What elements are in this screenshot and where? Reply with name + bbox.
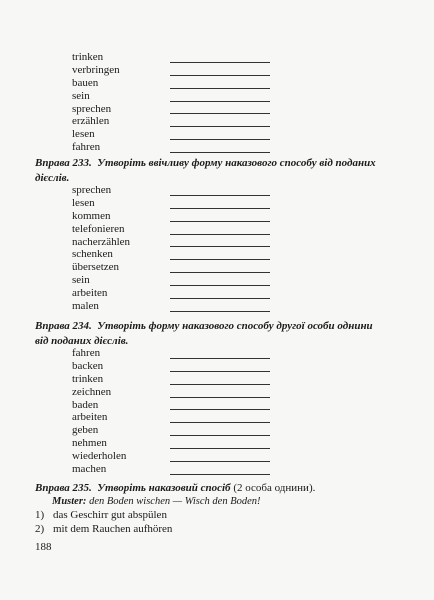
answer-line[interactable] (170, 422, 270, 423)
exercise-234 (35, 319, 385, 348)
verb-word: baden (72, 398, 99, 411)
answer-line[interactable] (170, 221, 270, 222)
answer-line[interactable] (170, 474, 270, 475)
answer-line[interactable] (170, 75, 270, 76)
answer-line[interactable] (170, 272, 270, 273)
verb-row (72, 210, 130, 223)
verb-row (72, 424, 126, 437)
verb-row (72, 51, 120, 64)
verb-word: lesen (72, 128, 95, 141)
answer-line[interactable] (170, 139, 270, 140)
verb-word: sein (72, 274, 90, 287)
verb-word: übersetzen (72, 261, 120, 274)
answer-line[interactable] (170, 461, 270, 462)
exercise-instruction: Утворіть форму наказового способу другої особи однини від поданих дієслів. (35, 320, 373, 347)
verb-row (72, 287, 130, 300)
verb-word: schenken (72, 248, 113, 261)
muster-label: Muster: (52, 496, 87, 507)
verb-row (72, 347, 126, 360)
verb-word: malen (72, 300, 99, 313)
answer-line[interactable] (170, 259, 270, 260)
verb-row (72, 360, 126, 373)
answer-line[interactable] (170, 62, 270, 63)
exercise-instruction: Утворіть наказовий спосіб (97, 482, 231, 494)
verb-word: trinken (72, 372, 104, 385)
numbered-item (35, 508, 172, 522)
verb-word: backen (72, 359, 104, 372)
answer-line[interactable] (170, 384, 270, 385)
answer-line[interactable] (170, 152, 270, 153)
verb-list-3 (72, 347, 126, 476)
verb-row (72, 274, 130, 287)
verb-word: kommen (72, 209, 111, 222)
answer-line[interactable] (170, 397, 270, 398)
answer-line[interactable] (170, 126, 270, 127)
verb-row (72, 141, 120, 154)
verb-word: sprechen (72, 102, 112, 115)
verb-row (72, 197, 130, 210)
verb-word: sprechen (72, 184, 112, 196)
verb-row (72, 115, 120, 128)
answer-line[interactable] (170, 448, 270, 449)
verb-list-2 (72, 184, 130, 313)
verb-row (72, 373, 126, 386)
exercise-233 (35, 156, 385, 185)
exercise-number: Вправа 234. (35, 320, 92, 332)
answer-line[interactable] (170, 298, 270, 299)
verb-row (72, 437, 126, 450)
exercise-number: Вправа 235. (35, 482, 92, 494)
verb-word: lesen (72, 196, 95, 209)
muster-example (52, 495, 261, 508)
verb-word: trinken (72, 51, 104, 63)
verb-row (72, 90, 120, 103)
answer-line[interactable] (170, 358, 270, 359)
answer-line[interactable] (170, 311, 270, 312)
item-text: das Geschirr gut abspülen (53, 509, 167, 521)
verb-word: bauen (72, 76, 99, 89)
verb-row (72, 261, 130, 274)
answer-line[interactable] (170, 113, 270, 114)
verb-word: telefonieren (72, 222, 125, 235)
verb-row (72, 411, 126, 424)
item-number: 1) (35, 509, 45, 521)
verb-word: fahren (72, 347, 101, 359)
answer-line[interactable] (170, 234, 270, 235)
verb-word: arbeiten (72, 287, 108, 300)
verb-word: fahren (72, 141, 101, 154)
verb-word: wiederholen (72, 450, 127, 463)
verb-row (72, 223, 130, 236)
item-number: 2) (35, 523, 45, 535)
answer-line[interactable] (170, 195, 270, 196)
answer-line[interactable] (170, 88, 270, 89)
exercise-instruction-note: (2 особа однини). (233, 482, 316, 494)
verb-row (72, 399, 126, 412)
page-number: 188 (35, 541, 52, 553)
exercise-235 (35, 481, 385, 496)
verb-row (72, 236, 130, 249)
verb-word: erzählen (72, 115, 110, 128)
verb-row (72, 386, 126, 399)
answer-line[interactable] (170, 371, 270, 372)
verb-row (72, 103, 120, 116)
answer-line[interactable] (170, 409, 270, 410)
answer-line[interactable] (170, 435, 270, 436)
verb-word: nehmen (72, 437, 107, 450)
verb-word: arbeiten (72, 411, 108, 424)
numbered-task-list (35, 508, 172, 536)
verb-row (72, 450, 126, 463)
verb-row (72, 128, 120, 141)
verb-row (72, 64, 120, 77)
verb-list-1 (72, 51, 120, 154)
verb-row (72, 77, 120, 90)
answer-line[interactable] (170, 246, 270, 247)
verb-word: nacherzählen (72, 235, 131, 248)
answer-line[interactable] (170, 208, 270, 209)
numbered-item (35, 522, 172, 536)
exercise-number: Вправа 233. (35, 157, 92, 169)
item-text: mit dem Rauchen aufhören (53, 523, 173, 535)
verb-word: machen (72, 463, 107, 476)
answer-line[interactable] (170, 101, 270, 102)
answer-line[interactable] (170, 285, 270, 286)
verb-row (72, 184, 130, 197)
verb-row (72, 248, 130, 261)
verb-word: verbringen (72, 63, 120, 76)
verb-word: zeichnen (72, 385, 112, 398)
verb-word: geben (72, 424, 99, 437)
muster-text: den Boden wischen — Wisch den Boden! (89, 496, 261, 507)
verb-row (72, 300, 130, 313)
verb-word: sein (72, 89, 90, 102)
verb-row (72, 463, 126, 476)
exercise-instruction: Утворіть ввічливу форму наказового способу від поданих дієслів. (35, 157, 376, 184)
